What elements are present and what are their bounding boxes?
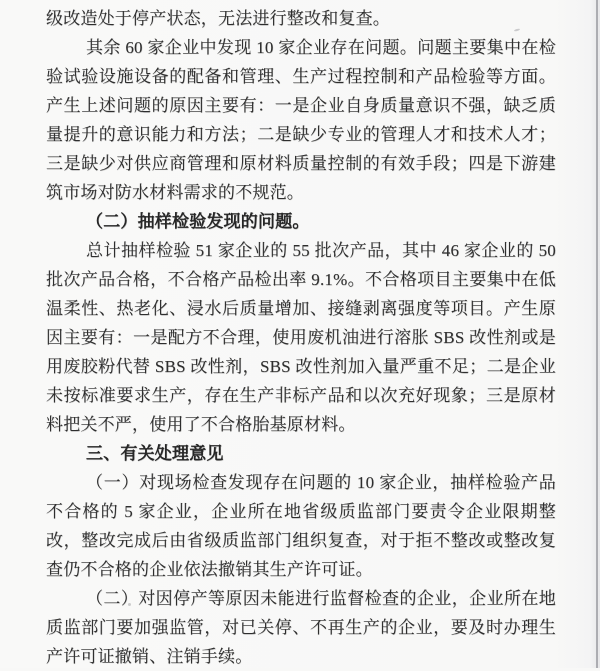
text-line: 级改造处于停产状态，无法进行整改和复查。 [46, 9, 390, 28]
text-line: （二）对因停产等原因未能进行监督检查的企业，企业所在地 [86, 589, 556, 608]
text-line: 批次产品合格，不合格产品检出率 9.1%。不合格项目主要集中在低 [46, 270, 556, 289]
text-line: 查仍不合格的企业依法撤销其生产许可证。 [46, 560, 373, 579]
text-line: 用废胶粉代替 SBS 改性剂，SBS 改性剂加入量严重不足；二是企业 [46, 357, 556, 376]
paragraph-handling-item-1 [46, 468, 556, 584]
text-line: 量提升的意识能力和方法；二是缺少专业的管理人才和技术人才； [46, 125, 556, 144]
section-heading: 三、有关处理意见 [86, 444, 224, 463]
text-line: 质监部门要加强监管，对已关停、不再生产的企业，要及时办理生 [46, 618, 556, 637]
text-line: 其余 60 家企业中发现 10 家企业存在问题。问题主要集中在检 [86, 38, 556, 57]
text-line: 产生上述问题的原因主要有：一是企业自身质量意识不强，缺乏质 [46, 96, 556, 115]
paragraph-onsite-check-issues [46, 33, 556, 207]
text-line: 未按标准要求生产，存在生产非标产品和以次充好现象；三是原材 [46, 386, 556, 405]
text-line: 因主要有：一是配方不合理，使用废机油进行溶胀 SBS 改性剂或是 [46, 328, 556, 347]
text-line: 不合格的 5 家企业，企业所在地省级质监部门要责令企业限期整 [46, 502, 556, 521]
scan-speck [128, 603, 131, 606]
text-line: 验试验设施设备的配备和管理、生产过程控制和产品检验等方面。 [46, 67, 556, 86]
paragraph-continuation [46, 4, 556, 33]
text-line: 改，整改完成后由省级质监部门组织复查，对于拒不整改或整改复 [46, 531, 556, 550]
text-line: 总计抽样检验 51 家企业的 55 批次产品，其中 46 家企业的 50 [86, 241, 556, 260]
scan-speck [411, 357, 414, 359]
section-heading: （二）抽样检验发现的问题。 [86, 212, 310, 231]
text-line: 料把关不严，使用了不合格胎基原材料。 [46, 415, 356, 434]
text-line: 三是缺少对供应商管理和原材料质量控制的有效手段；四是下游建 [46, 154, 556, 173]
text-line: 温柔性、热老化、浸水后质量增加、接缝剥离强度等项目。产生原 [46, 299, 556, 318]
paragraph-sampling-results [46, 236, 556, 439]
document-text-block [46, 4, 556, 671]
paragraph-handling-item-2 [46, 584, 556, 671]
scan-edge-shading [590, 0, 600, 668]
text-line: （一）对现场检查发现存在问题的 10 家企业，抽样检验产品 [86, 473, 556, 492]
heading-handling-opinions [46, 439, 556, 468]
scan-edge-line [596, 0, 598, 668]
text-line: 产许可证撤销、注销手续。 [46, 647, 253, 666]
heading-sampling-inspection-issues [46, 207, 556, 236]
text-line: 筑市场对防水材料需求的不规范。 [46, 183, 304, 202]
